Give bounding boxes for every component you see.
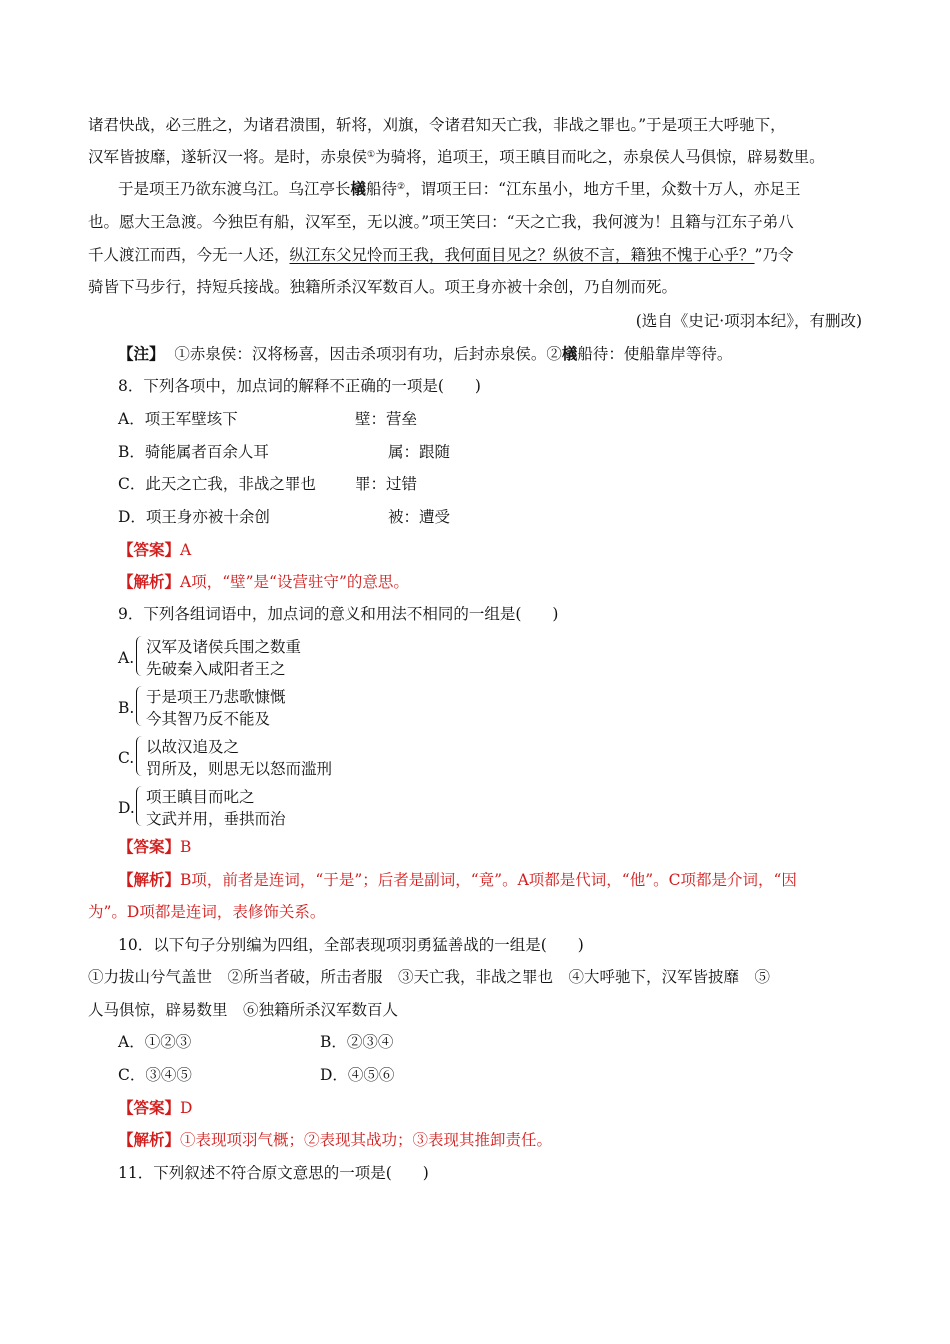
- q8-option-d: D．项王身亦被十余创: [118, 508, 270, 526]
- passage-text: ”乃令: [754, 246, 794, 264]
- rare-character: 檥: [561, 344, 578, 363]
- passage-line: [88, 146, 868, 168]
- option-line: 项王瞋目而叱之: [146, 788, 255, 806]
- answer-value: D: [180, 1099, 193, 1117]
- note-line: [118, 343, 898, 365]
- note-label: 【注】: [118, 344, 165, 363]
- analysis-label: 【解析】: [118, 870, 181, 889]
- note-text: 船待：使船靠岸等待。: [577, 345, 733, 363]
- underlined-sentence: 纵江东父兄怜而王我，我何面目见之？纵彼不言，籍独不愧于心乎？: [289, 246, 755, 264]
- q8-option-c-gloss: 罪：过错: [355, 475, 418, 493]
- passage-text: 千人渡江而西，今无一人还，: [88, 246, 290, 264]
- analysis-label: 【解析】: [118, 572, 181, 591]
- brace: [136, 736, 145, 776]
- q10-option-d: D．④⑤⑥: [320, 1066, 395, 1084]
- answer-label: 【答案】: [118, 540, 181, 559]
- rare-character: 檥: [350, 179, 367, 198]
- option-line: 汉军及诸侯兵围之数重: [146, 638, 302, 656]
- option-line: 罚所及，则思无以怒而滥刑: [146, 760, 333, 778]
- option-line: 于是项王乃悲歌慷慨: [146, 688, 286, 706]
- passage-line: [88, 244, 868, 266]
- q8-option-b: B．骑能属者百余人耳: [118, 443, 269, 461]
- question-10-stem: 10．以下句子分别编为四组，全部表现项羽勇猛善战的一组是( ): [118, 936, 584, 954]
- answer-label: 【答案】: [118, 1098, 181, 1117]
- option-letter: D.: [118, 799, 135, 817]
- option-line: 以故汉追及之: [146, 738, 240, 756]
- passage-line: 诸君快战，必三胜之，为诸君溃围，斩将，刈旗，令诸君知天亡我，非战之罪也。”于是项王大呼驰下，: [88, 116, 786, 134]
- option-line: 今其智乃反不能及: [146, 710, 271, 728]
- q8-analysis: [118, 571, 898, 593]
- answer-label: 【答案】: [118, 837, 181, 856]
- q9-analysis: [118, 869, 898, 891]
- option-line: 先破秦入咸阳者王之: [146, 660, 286, 678]
- analysis-text: ①表现项羽气概；②表现其战功；③表现其推卸责任。: [180, 1131, 553, 1149]
- analysis-text: A项，“壁”是“设营驻守”的意思。: [180, 573, 409, 591]
- footnote-marker: ②: [397, 182, 406, 192]
- brace: [136, 686, 145, 726]
- q8-option-a-gloss: 壁：营垒: [355, 410, 418, 428]
- q8-option-a: A．项王军壁垓下: [118, 410, 238, 428]
- q8-option-b-gloss: 属：跟随: [388, 443, 451, 461]
- question-9-stem: 9．下列各组词语中，加点词的意义和用法不相同的一组是( ): [118, 605, 559, 623]
- question-11-stem: 11．下列叙述不符合原文意思的一项是( ): [118, 1164, 429, 1182]
- passage-line: 骑皆下马步行，持短兵接战。独籍所杀汉军数百人。项王身亦被十余创，乃自刎而死。: [88, 278, 678, 296]
- q10-items-line: 人马俱惊，辟易数里 ⑥独籍所杀汉军数百人: [88, 1001, 399, 1019]
- option-letter: A.: [118, 649, 135, 667]
- q9-answer: [118, 836, 898, 858]
- q10-items-line: ①力拔山兮气盖世 ②所当者破，所击者服 ③天亡我，非战之罪也 ④大呼驰下，汉军皆披靡 ⑤: [88, 968, 771, 986]
- passage-line: [118, 178, 898, 200]
- passage-text: 船待: [366, 180, 398, 198]
- question-8-stem: 8．下列各项中，加点词的解释不正确的一项是( ): [118, 377, 481, 395]
- answer-value: B: [180, 838, 192, 856]
- passage-text: 为骑将，追项王，项王瞋目而叱之，赤泉侯人马俱惊，辟易数里。: [375, 148, 825, 166]
- q8-answer: [118, 539, 898, 561]
- source-citation: (选自《史记·项羽本纪》，有删改): [635, 312, 862, 330]
- q8-option-c: C．此天之亡我，非战之罪也: [118, 475, 316, 493]
- passage-text: ，谓项王曰：“江东虽小，地方千里，众数十万人，亦足王: [405, 180, 801, 198]
- footnote-marker: ①: [367, 150, 376, 160]
- option-letter: B.: [118, 699, 135, 717]
- q8-option-d-gloss: 被：遭受: [388, 508, 451, 526]
- q10-option-c: C．③④⑤: [118, 1066, 192, 1084]
- q10-answer: [118, 1097, 898, 1119]
- q10-analysis: [118, 1129, 898, 1151]
- analysis-text: B项，前者是连词，“于是”；后者是副词，“竟”。A项都是代词，“他”。C项都是介词，“因: [180, 871, 797, 889]
- q9-analysis-cont: 为”。D项都是连词，表修饰关系。: [88, 903, 326, 921]
- passage-text: 汉军皆披靡，遂斩汉一将。是时，赤泉侯: [88, 148, 368, 166]
- passage-line: 也。愿大王急渡。今独臣有船，汉军至，无以渡。”项王笑曰：“天之亡我，我何渡为！且籍与江东子弟八: [88, 213, 794, 231]
- q10-option-a: A．①②③: [118, 1033, 192, 1051]
- brace: [136, 636, 145, 676]
- option-letter: C.: [118, 749, 135, 767]
- brace: [136, 786, 145, 826]
- option-line: 文武并用，垂拱而治: [146, 810, 286, 828]
- q10-option-b: B．②③④: [320, 1033, 394, 1051]
- analysis-label: 【解析】: [118, 1130, 181, 1149]
- answer-value: A: [180, 541, 192, 559]
- passage-text: 于是项王乃欲东渡乌江。乌江亭长: [118, 180, 351, 198]
- note-text: ①赤泉侯：汉将杨喜，因击杀项羽有功，后封赤泉侯。②: [164, 345, 562, 363]
